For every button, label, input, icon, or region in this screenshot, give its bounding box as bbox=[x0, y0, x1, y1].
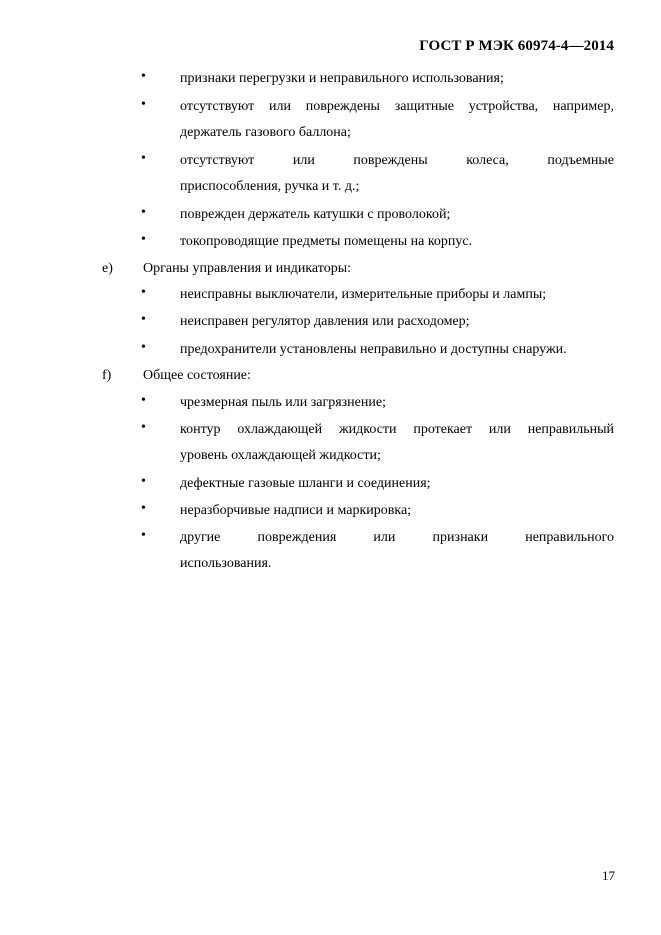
list-item: неисправен регулятор давления или расходомер; bbox=[180, 314, 470, 329]
bullet-icon: • bbox=[141, 69, 146, 84]
list-item: чрезмерная пыль или загрязнение; bbox=[180, 395, 386, 410]
list-item: неразборчивые надписи и маркировка; bbox=[180, 503, 412, 518]
list-item: отсутствуют или повреждены защитные устройства, например, bbox=[180, 99, 614, 114]
list-item: другие повреждения или признаки неправильного bbox=[180, 530, 614, 545]
bullet-icon: • bbox=[141, 232, 146, 247]
page-number: 17 bbox=[602, 868, 615, 883]
list-item: токопроводящие предметы помещены на корпус. bbox=[180, 234, 473, 249]
list-item-continuation: уровень охлаждающей жидкости; bbox=[180, 448, 381, 463]
bullet-icon: • bbox=[141, 340, 146, 355]
list-item: дефектные газовые шланги и соединения; bbox=[180, 476, 431, 491]
list-item-continuation: держатель газового баллона; bbox=[180, 125, 351, 140]
section-title: Общее состояние: bbox=[143, 368, 251, 383]
bullet-icon: • bbox=[141, 420, 146, 435]
list-item: неисправны выключатели, измерительные приборы и лампы; bbox=[180, 287, 547, 302]
list-item: предохранители установлены неправильно и доступны снаружи. bbox=[180, 342, 567, 357]
list-item-continuation: использования. bbox=[180, 556, 272, 571]
bullet-icon: • bbox=[141, 393, 146, 408]
bullet-icon: • bbox=[141, 97, 146, 112]
bullet-icon: • bbox=[141, 151, 146, 166]
section-marker: f) bbox=[102, 368, 112, 383]
list-item-continuation: приспособления, ручка и т. д.; bbox=[180, 179, 360, 194]
list-item: поврежден держатель катушки с проволокой; bbox=[180, 207, 451, 222]
list-item: отсутствуют или повреждены колеса, подъемные bbox=[180, 153, 614, 168]
list-item: признаки перегрузки и неправильного использования; bbox=[180, 71, 504, 86]
document-header: ГОСТ Р МЭК 60974-4—2014 bbox=[419, 38, 614, 54]
section-marker: e) bbox=[102, 261, 113, 276]
list-item: контур охлаждающей жидкости протекает или неправильный bbox=[180, 422, 614, 437]
bullet-icon: • bbox=[141, 312, 146, 327]
bullet-icon: • bbox=[141, 285, 146, 300]
section-title: Органы управления и индикаторы: bbox=[143, 261, 351, 276]
bullet-icon: • bbox=[141, 474, 146, 489]
bullet-icon: • bbox=[141, 205, 146, 220]
bullet-icon: • bbox=[141, 528, 146, 543]
bullet-icon: • bbox=[141, 501, 146, 516]
